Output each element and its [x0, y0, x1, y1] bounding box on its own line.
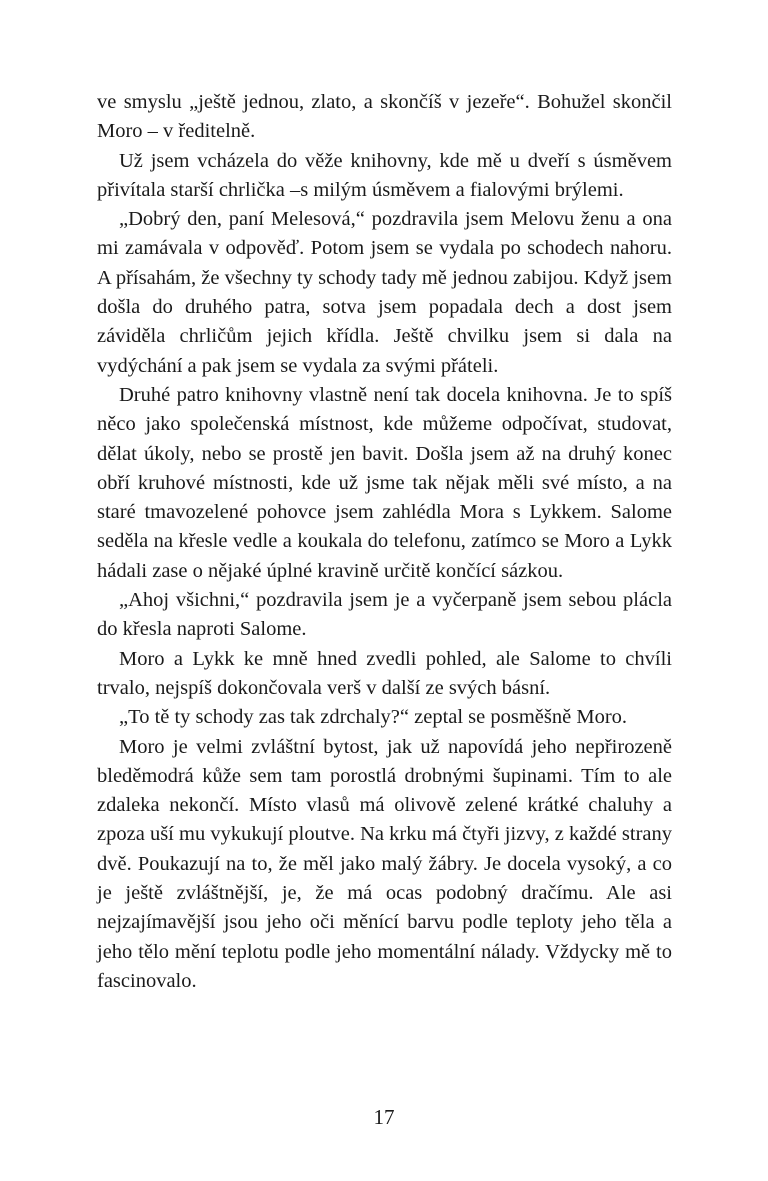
- paragraph-moro-description: Moro je velmi zvláštní bytost, jak už napovídá jeho nepřirozeně bleděmodrá kůže sem tam porostlá drobnými šupinami. Tím to ale zdaleka nekončí. Místo vlasů má olivově zelené krátké chaluhy a zpoza uší mu vykukují ploutve. Na krku má čtyři jizvy, z každé strany dvě. Poukazují na to, že měl jako malý žábry. Je docela vysoký, a co je ještě zvláštnější, je, že má ocas podobný dračímu. Ale asi nejzajímavější jsou jeho oči měnící barvu podle teploty jeho těla a jeho tělo mění teplotu podle jeho momentální nálady. Vždycky mě to fascinovalo.: [97, 735, 672, 992]
- paragraph-salome-poem: Moro a Lykk ke mně hned zvedli pohled, ale Salome to chvíli trvalo, nejspíš dokončovala verš v další ze svých básní.: [97, 647, 672, 699]
- paragraph-library-entry: Už jsem vcházela do věže knihovny, kde mě u dveří s úsměvem přivítala starší chrlička –s milým úsměvem a fialovými brýlemi.: [97, 149, 672, 201]
- paragraph-hello-everyone: „Ahoj všichni,“ pozdravila jsem je a vyčerpaně jsem sebou plácla do křesla naproti Salome.: [97, 589, 672, 641]
- paragraph-moro-question: „To tě ty schody zas tak zdrchaly?“ zeptal se posměšně Moro.: [119, 706, 628, 729]
- page-number: 17: [373, 1105, 395, 1129]
- page-text-block: [97, 88, 672, 996]
- paragraph-greeting-melesova: „Dobrý den, paní Melesová,“ pozdravila jsem Melovu ženu a ona mi zamávala v odpověď. Potom jsem se vydala po schodech nahoru. A přísahám, že všechny ty schody tady mě jednou zabijou. Když jsem došla do druhého patra, sotva jsem popadala dech a dost jsem záviděla chrličům jejich křídla. Ještě chvilku jsem si dala na vydýchání a pak jsem se vydala za svými přáteli.: [97, 208, 672, 377]
- paragraph-continuation: ve smyslu „ještě jednou, zlato, a skončíš v jezeře“. Bohužel skončil Moro – v ředitelně.: [97, 91, 672, 143]
- paragraph-second-floor: Druhé patro knihovny vlastně není tak docela knihovna. Je to spíš něco jako společenská místnost, kde můžeme odpočívat, studovat, dělat úkoly, nebo se prostě jen bavit. Došla jsem až na druhý konec obří kruhové místnosti, kde už jsme tak nějak měli své místo, a na staré tmavozelené pohovce jsem zahlédla Mora s Lykkem. Salome seděla na křesle vedle a koukala do telefonu, zatímco se Moro a Lykk hádali zase o nějaké úplné kravině určitě končící sázkou.: [97, 383, 672, 582]
